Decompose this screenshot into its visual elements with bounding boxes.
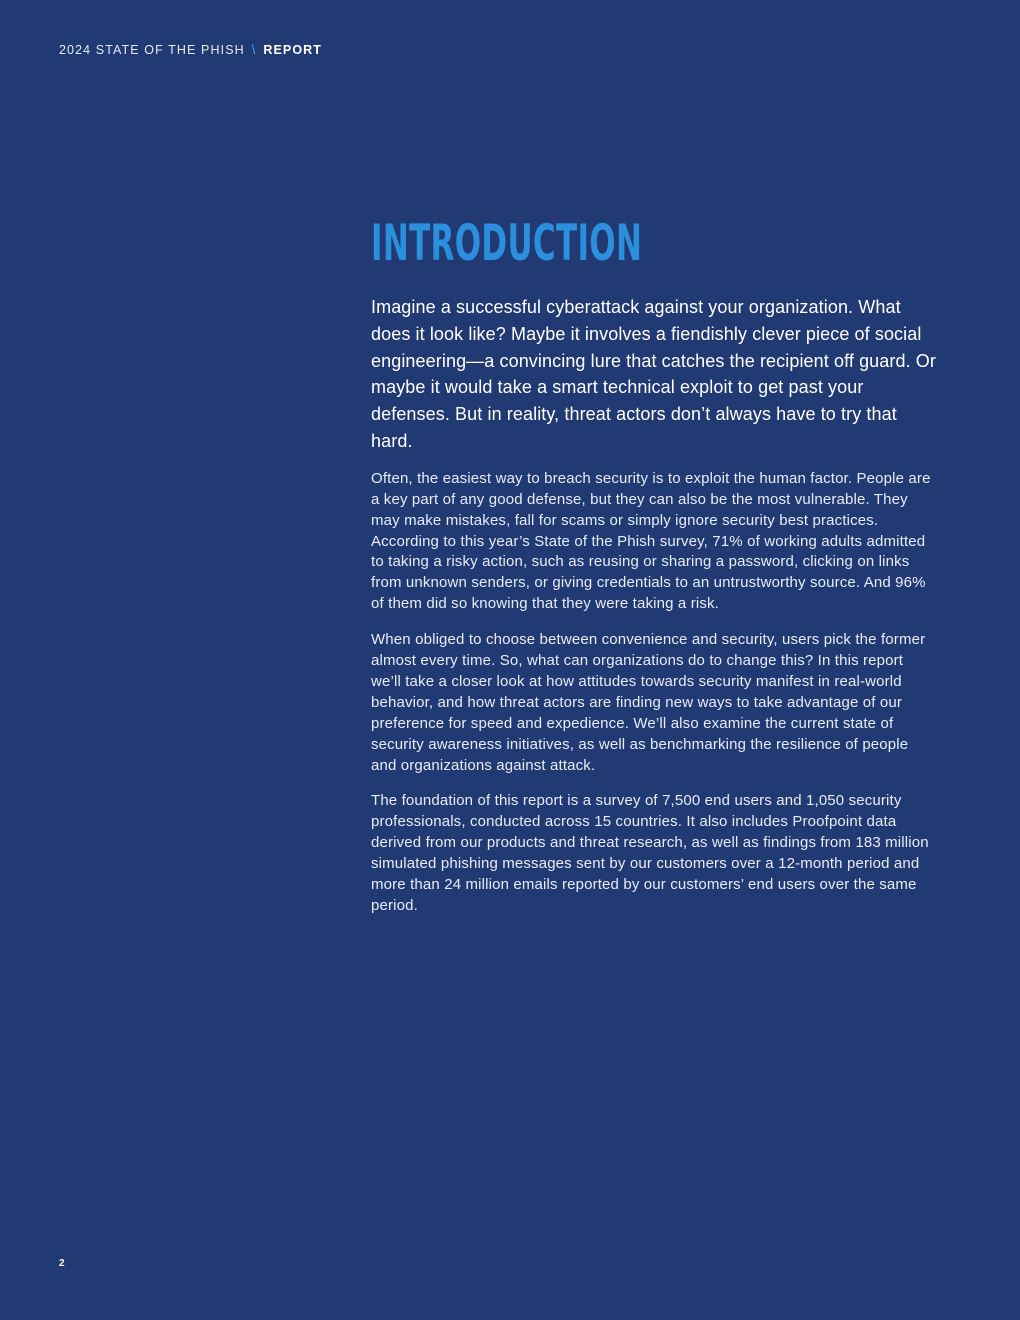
section-label: REPORT bbox=[263, 43, 323, 57]
article-body bbox=[371, 214, 936, 917]
running-header bbox=[59, 43, 322, 57]
body-paragraph: When obliged to choose between convenience and security, users pick the former almost every time. So, what can organizations do to change this? In this report we’ll take a closer look at how attitudes towards security manifest in real-world behavior, and how threat actors are finding new ways to take advantage of our preference for speed and expedience. We’ll also examine the current state of security awareness initiatives, as well as benchmarking the resilience of people and organizations against attack. bbox=[371, 631, 926, 774]
body-paragraph: The foundation of this report is a survey of 7,500 end users and 1,050 security professionals, conducted across 15 countries. It also includes Proofpoint data derived from our products and threat research, as well as findings from 183 million simulated phishing messages sent by our customers over a 12-month period and more than 24 million emails reported by our customers’ end users over the same period. bbox=[371, 792, 929, 914]
publication-title: 2024 STATE OF THE PHISH bbox=[59, 43, 245, 57]
page-number: 2 bbox=[59, 1258, 65, 1269]
header-separator: \ bbox=[251, 43, 257, 57]
page-title: INTRODUCTION bbox=[371, 214, 643, 272]
body-paragraph: Often, the easiest way to breach security is to exploit the human factor. People are a key part of any good defense, but they can also be the most vulnerable. They may make mistakes, fall for scams or simply ignore security best practices. According to this year’s State of the Phish survey, 71% of working adults admitted to taking a risky action, such as reusing or sharing a password, clicking on links from unknown senders, or giving credentials to an untrustworthy source. And 96% of them did so knowing that they were taking a risk. bbox=[371, 469, 931, 613]
lead-paragraph: Imagine a successful cyberattack against your organization. What does it look like? Maybe it involves a fiendishly clever piece of social engineering—a convincing lure that catches the recipient off guard. Or maybe it would take a smart technical exploit to get past your defenses. But in reality, threat actors don’t always have to try that hard. bbox=[371, 297, 936, 451]
